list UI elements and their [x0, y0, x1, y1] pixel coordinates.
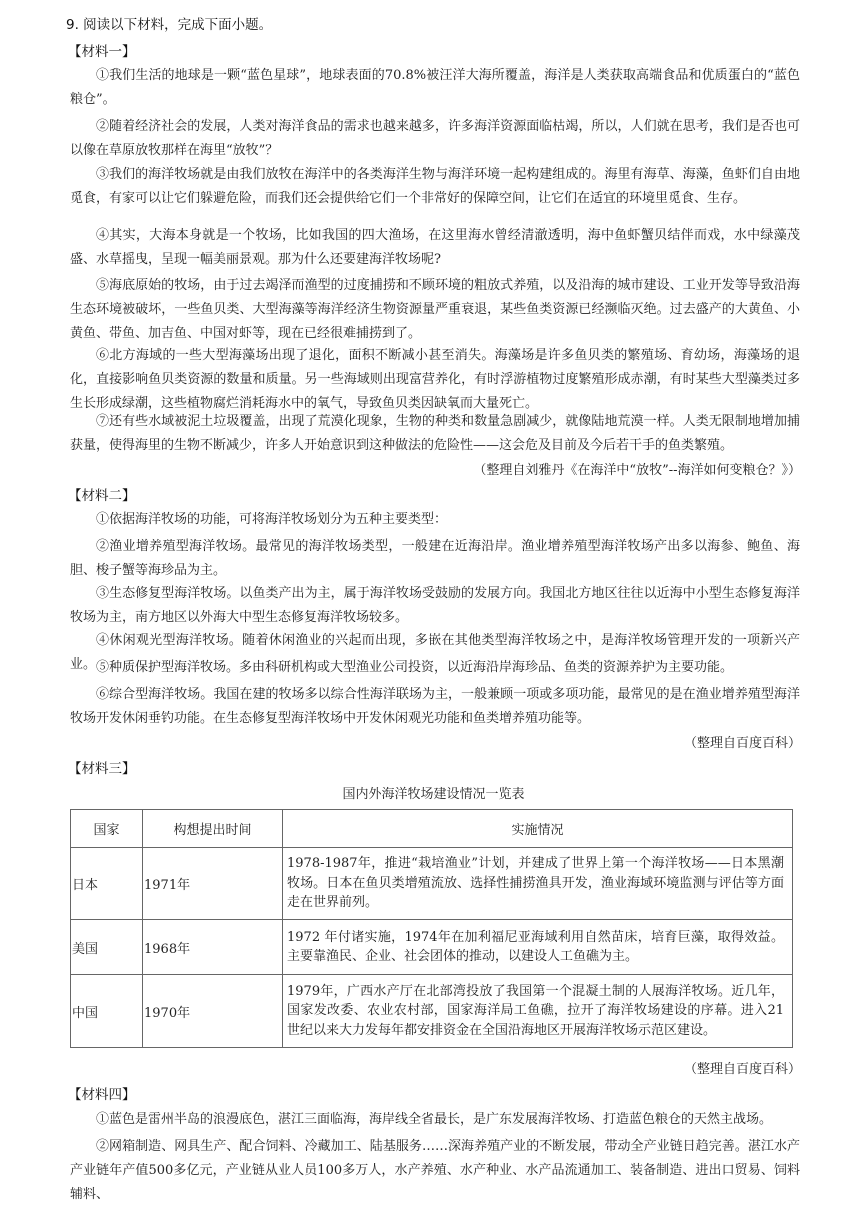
material2-paragraph-1: ①依据海洋牧场的功能，可将海洋牧场划分为五种主要类型：: [96, 512, 448, 527]
table-cell-country: 日本: [71, 848, 143, 920]
question-title: 9. 阅读以下材料，完成下面小题。: [66, 17, 273, 33]
column-header-year: 构想提出时间: [143, 810, 283, 848]
material3-heading: 【材料三】: [68, 761, 136, 777]
material2-paragraph-3: ③生态修复型海洋牧场。以鱼类产出为主，属于海洋牧场受鼓励的发展方向。我国北方地区往往以近海中小型生态修复海洋牧场为主，南方地区以外海大中型生态修复海洋牧场较多。: [70, 586, 800, 625]
material1-paragraph-3: ③我们的海洋牧场就是由我们放牧在海洋中的各类海洋生物与海洋环境一起构建组成的。海里有海草、海藻，鱼虾们自由地觅食，有家可以让它们躲避危险，而我们还会提供给它们一个非常好的保障空间，让它们在适宜的环境里觅食、生存。: [70, 167, 800, 206]
material1-paragraph-1: ①我们生活的地球是一颗“蓝色星球”，地球表面的70.8%被汪洋大海所覆盖，海洋是人类获取高端食品和优质蛋白的“蓝色粮仓”。: [70, 68, 800, 107]
table-cell-year: 1968年: [143, 920, 283, 975]
table-row: [71, 975, 793, 1048]
ocean-ranch-table: [70, 809, 793, 1048]
table-cell-detail: 1979年，广西水产厅在北部湾投放了我国第一个混凝土制的人展海洋牧场。近几年，国家发改委、农业农村部，国家海洋局工鱼礁，拉开了海洋牧场建设的序幕。进入21世纪以来大力发每年都安排资金在全国沿海地区开展海洋牧场示范区建设。: [283, 975, 793, 1048]
material3-source: （整理自百度百科）: [683, 1062, 801, 1077]
material1-paragraph-7: ⑦还有些水域被泥土垃圾覆盖，出现了荒漠化现象，生物的种类和数量急剧减少，就像陆地荒漠一样。人类无限制地增加捕获量，使得海里的生物不断减少，许多人开始意识到这种做法的危险性——这会危及目前及今后若干手的鱼类繁殖。: [70, 414, 800, 453]
material1-paragraph-6: ⑥北方海域的一些大型海藻场出现了退化，面积不断减小甚至消失。海藻场是许多鱼贝类的繁殖场、育幼场，海藻场的退化，直接影响鱼贝类资源的数量和质量。另一些海域则出现富营养化，有时浮游植物过度繁殖形成赤潮，有时某些大型藻类过多生长形成绿潮，这些植物腐烂消耗海水中的氧气，导致鱼贝类因缺氧而大量死亡。: [70, 348, 800, 411]
table-cell-country: 中国: [71, 975, 143, 1048]
table-row: [71, 920, 793, 975]
column-header-detail: 实施情况: [283, 810, 793, 848]
material2-paragraph-5: ⑤种质保护型海洋牧场。多由科研机构或大型渔业公司投资，以近海沿岸海珍品、鱼类的资源养护为主要功能。: [96, 660, 734, 675]
material2-paragraph-4: ④休闲观光型海洋牧场。随着休闲渔业的兴起而出现，多嵌在其他类型海洋牧场之中，是海洋牧场管理开发的一项新兴产业。: [70, 633, 800, 672]
column-header-country: 国家: [71, 810, 143, 848]
table-cell-detail: 1972 年付诸实施，1974年在加利福尼亚海域利用自然苗床，培育巨藻，取得效益。主要靠渔民、企业、社会团体的推动，以建设人工鱼礁为主。: [283, 920, 793, 975]
material4-paragraph-1: ①蓝色是雷州半岛的浪漫底色，湛江三面临海，海岸线全省最长，是广东发展海洋牧场、打造蓝色粮仓的天然主战场。: [96, 1112, 773, 1127]
table-caption: 国内外海洋牧场建设情况一览表: [342, 787, 525, 802]
material1-paragraph-5: ⑤海底原始的牧场，由于过去竭泽而渔型的过度捕捞和不顾环境的粗放式养殖，以及沿海的城市建设、工业开发等导致沿海生态环境被破坏，一些鱼贝类、大型海藻等海洋经济生物资源量严重衰退，某些鱼类资源已经濒临灭绝。过去盛产的大黄鱼、小黄鱼、带鱼、加吉鱼、中国对虾等，现在已经很难捕捞到了。: [70, 278, 800, 341]
table-cell-year: 1971年: [143, 848, 283, 920]
table-header-row: [71, 810, 793, 848]
table-cell-detail: 1978-1987年，推进“栽培渔业”计划，并建成了世界上第一个海洋牧场——日本黑潮牧场。日本在鱼贝类增殖流放、选择性捕捞渔具开发，渔业海域环境监测与评估等方面走在世界前列。: [283, 848, 793, 920]
material2-paragraph-2: ②渔业增养殖型海洋牧场。最常见的海洋牧场类型，一般建在近海沿岸。渔业增养殖型海洋牧场产出多以海参、鲍鱼、海胆、梭子蟹等海珍品为主。: [70, 539, 800, 578]
table-cell-year: 1970年: [143, 975, 283, 1048]
table-row: [71, 848, 793, 920]
material2-paragraph-6: ⑥综合型海洋牧场。我国在建的牧场多以综合性海洋联场为主，一般兼顾一项或多项功能，最常见的是在渔业增养殖型海洋牧场开发休闲垂钓功能。在生态修复型海洋牧场中开发休闲观光功能和鱼类增养殖功能等。: [70, 687, 800, 726]
material2-heading: 【材料二】: [68, 488, 136, 504]
material1-paragraph-2: ②随着经济社会的发展，人类对海洋食品的需求也越来越多，许多海洋资源面临枯竭，所以，人们就在思考，我们是否也可以像在草原放牧那样在海里“放牧”？: [70, 119, 800, 158]
material1-heading: 【材料一】: [68, 44, 136, 60]
material1-paragraph-4: ④其实，大海本身就是一个牧场，比如我国的四大渔场，在这里海水曾经清澈透明，海中鱼虾蟹贝结伴而戏，水中绿藻茂盛、水草摇曳，呈现一幅美丽景观。那为什么还要建海洋牧场呢?: [70, 228, 800, 267]
material1-source: （整理自刘雅丹《在海洋中“放牧”--海洋如何变粮仓？》）: [473, 463, 801, 478]
material2-source: （整理自百度百科）: [683, 736, 801, 751]
material4-heading: 【材料四】: [68, 1087, 136, 1103]
material4-paragraph-2: ②网箱制造、网具生产、配合饲料、冷藏加工、陆基服务……深海养殖产业的不断发展，带动全产业链日趋完善。湛江水产产业链年产值500多亿元，产业链从业人员100多万人，水产养殖、水产种业、水产品流通加工、装备制造、进出口贸易、饲料辅料、: [70, 1139, 800, 1202]
table-cell-country: 美国: [71, 920, 143, 975]
